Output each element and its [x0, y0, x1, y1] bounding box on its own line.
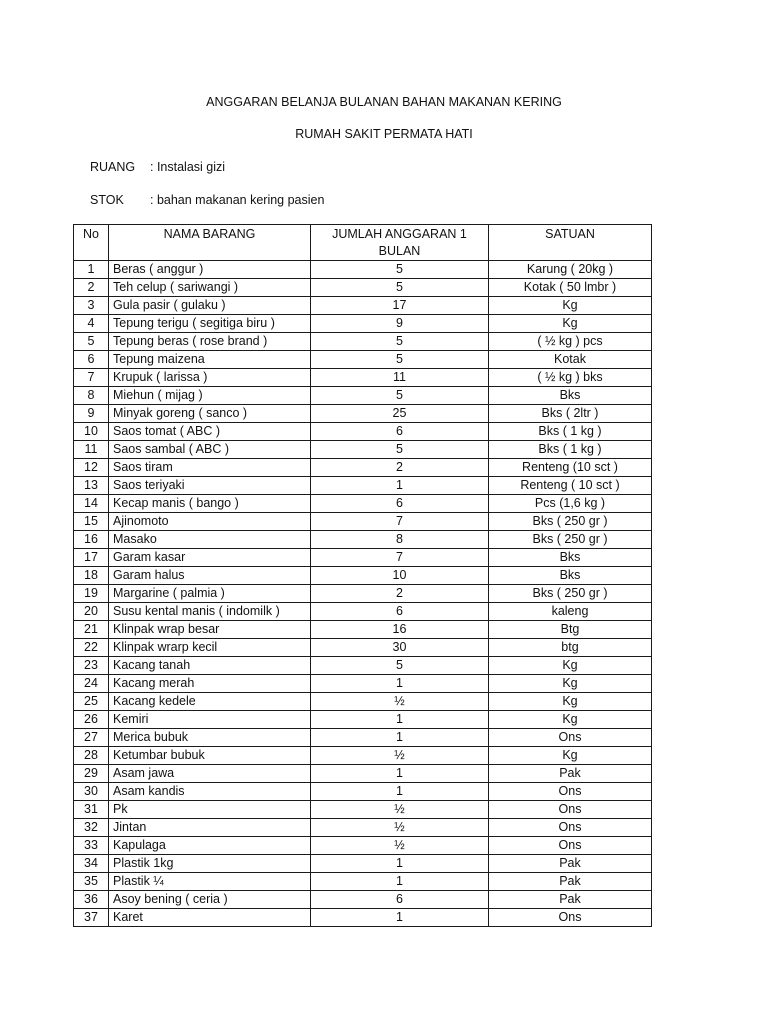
row-unit: Bks ( 2ltr )	[489, 405, 652, 423]
row-qty: 9	[311, 315, 489, 333]
row-qty: 7	[311, 513, 489, 531]
row-no: 7	[74, 369, 109, 387]
row-no: 33	[74, 837, 109, 855]
row-no: 17	[74, 549, 109, 567]
row-no: 21	[74, 621, 109, 639]
row-qty: 1	[311, 675, 489, 693]
row-no: 10	[74, 423, 109, 441]
row-name: Pk	[109, 801, 311, 819]
table-row	[74, 837, 652, 855]
header-unit: SATUAN	[489, 225, 652, 261]
row-name: Miehun ( mijag )	[109, 387, 311, 405]
table-row	[74, 639, 652, 657]
row-qty: 6	[311, 495, 489, 513]
row-unit: Kg	[489, 315, 652, 333]
row-qty: 6	[311, 891, 489, 909]
row-name: Karet	[109, 909, 311, 927]
table-row	[74, 567, 652, 585]
header-qty-line2: BULAN	[378, 244, 421, 258]
row-name: Tepung terigu ( segitiga biru )	[109, 315, 311, 333]
row-qty: ½	[311, 837, 489, 855]
row-qty: 2	[311, 585, 489, 603]
row-name: Klinpak wrarp kecil	[109, 639, 311, 657]
row-no: 25	[74, 693, 109, 711]
row-no: 34	[74, 855, 109, 873]
row-no: 32	[74, 819, 109, 837]
row-qty: 5	[311, 657, 489, 675]
row-name: Minyak goreng ( sanco )	[109, 405, 311, 423]
row-name: Kacang tanah	[109, 657, 311, 675]
row-name: Garam halus	[109, 567, 311, 585]
meta-ruang-label: RUANG	[90, 160, 136, 174]
row-no: 4	[74, 315, 109, 333]
row-no: 2	[74, 279, 109, 297]
row-unit: Pak	[489, 873, 652, 891]
row-qty: 1	[311, 873, 489, 891]
table-row	[74, 405, 652, 423]
document-title: ANGGARAN BELANJA BULANAN BAHAN MAKANAN KERING	[206, 95, 562, 109]
row-qty: 5	[311, 441, 489, 459]
table-row	[74, 423, 652, 441]
row-unit: Karung ( 20kg )	[489, 261, 652, 279]
header-no: No	[74, 225, 109, 261]
row-no: 3	[74, 297, 109, 315]
row-name: Ajinomoto	[109, 513, 311, 531]
table-row	[74, 387, 652, 405]
row-no: 35	[74, 873, 109, 891]
table-row	[74, 261, 652, 279]
table-row	[74, 729, 652, 747]
row-unit: Bks ( 250 gr )	[489, 585, 652, 603]
row-qty: 30	[311, 639, 489, 657]
row-qty: 5	[311, 351, 489, 369]
row-no: 18	[74, 567, 109, 585]
row-unit: Pak	[489, 855, 652, 873]
meta-stok-label: STOK	[90, 193, 124, 207]
row-no: 28	[74, 747, 109, 765]
table-row	[74, 891, 652, 909]
table-row	[74, 621, 652, 639]
table-row	[74, 765, 652, 783]
row-name: Plastik 1kg	[109, 855, 311, 873]
row-name: Masako	[109, 531, 311, 549]
row-unit: Btg	[489, 621, 652, 639]
row-name: Asam jawa	[109, 765, 311, 783]
table-row	[74, 495, 652, 513]
table-row	[74, 315, 652, 333]
meta-ruang-value: : Instalasi gizi	[150, 160, 226, 174]
row-qty: 6	[311, 423, 489, 441]
table-row	[74, 549, 652, 567]
row-unit: Kg	[489, 675, 652, 693]
row-unit: kaleng	[489, 603, 652, 621]
table-row	[74, 333, 652, 351]
row-name: Saos tomat ( ABC )	[109, 423, 311, 441]
row-qty: 5	[311, 333, 489, 351]
row-unit: Bks ( 1 kg )	[489, 423, 652, 441]
row-no: 37	[74, 909, 109, 927]
row-no: 6	[74, 351, 109, 369]
row-no: 36	[74, 891, 109, 909]
row-name: Saos sambal ( ABC )	[109, 441, 311, 459]
row-no: 16	[74, 531, 109, 549]
table-row	[74, 477, 652, 495]
table-row	[74, 747, 652, 765]
row-no: 15	[74, 513, 109, 531]
table-row	[74, 459, 652, 477]
table-row	[74, 351, 652, 369]
row-no: 19	[74, 585, 109, 603]
row-qty: ½	[311, 801, 489, 819]
table-body	[74, 261, 652, 927]
row-name: Beras ( anggur )	[109, 261, 311, 279]
row-no: 29	[74, 765, 109, 783]
row-qty: 8	[311, 531, 489, 549]
table-row	[74, 711, 652, 729]
row-unit: Bks	[489, 549, 652, 567]
row-no: 8	[74, 387, 109, 405]
row-name: Asoy bening ( ceria )	[109, 891, 311, 909]
row-unit: Bks ( 250 gr )	[489, 531, 652, 549]
row-no: 13	[74, 477, 109, 495]
row-name: Saos teriyaki	[109, 477, 311, 495]
row-qty: 1	[311, 477, 489, 495]
row-unit: Ons	[489, 909, 652, 927]
row-unit: Renteng (10 sct )	[489, 459, 652, 477]
row-unit: Pak	[489, 891, 652, 909]
row-qty: 11	[311, 369, 489, 387]
row-name: Kecap manis ( bango )	[109, 495, 311, 513]
row-qty: 17	[311, 297, 489, 315]
row-name: Kacang merah	[109, 675, 311, 693]
row-unit: Pak	[489, 765, 652, 783]
row-unit: Kg	[489, 657, 652, 675]
table-row	[74, 369, 652, 387]
row-unit: Kg	[489, 297, 652, 315]
row-no: 24	[74, 675, 109, 693]
row-unit: Ons	[489, 801, 652, 819]
row-name: Tepung maizena	[109, 351, 311, 369]
row-qty: 25	[311, 405, 489, 423]
row-qty: 5	[311, 387, 489, 405]
row-qty: 7	[311, 549, 489, 567]
meta-ruang	[90, 159, 225, 175]
row-name: Ketumbar bubuk	[109, 747, 311, 765]
header-qty-line1: JUMLAH ANGGARAN 1	[332, 227, 467, 241]
row-qty: ½	[311, 747, 489, 765]
row-name: Krupuk ( larissa )	[109, 369, 311, 387]
row-no: 11	[74, 441, 109, 459]
row-unit: Pcs (1,6 kg )	[489, 495, 652, 513]
row-qty: 1	[311, 729, 489, 747]
row-unit: Kg	[489, 711, 652, 729]
row-no: 20	[74, 603, 109, 621]
row-no: 22	[74, 639, 109, 657]
row-qty: ½	[311, 819, 489, 837]
table-row	[74, 801, 652, 819]
row-unit: Ons	[489, 837, 652, 855]
row-qty: 2	[311, 459, 489, 477]
row-no: 5	[74, 333, 109, 351]
row-name: Plastik ¼	[109, 873, 311, 891]
row-qty: 1	[311, 783, 489, 801]
row-no: 12	[74, 459, 109, 477]
table-row	[74, 783, 652, 801]
items-table	[73, 224, 652, 927]
document-subtitle: RUMAH SAKIT PERMATA HATI	[295, 127, 473, 141]
row-no: 26	[74, 711, 109, 729]
table-row	[74, 819, 652, 837]
table-row	[74, 297, 652, 315]
row-unit: Bks ( 250 gr )	[489, 513, 652, 531]
table-row	[74, 873, 652, 891]
row-name: Merica bubuk	[109, 729, 311, 747]
row-name: Saos tiram	[109, 459, 311, 477]
row-qty: 1	[311, 855, 489, 873]
row-unit: ( ½ kg ) pcs	[489, 333, 652, 351]
meta-stok	[90, 192, 324, 208]
row-name: Teh celup ( sariwangi )	[109, 279, 311, 297]
row-unit: Bks	[489, 387, 652, 405]
table-row	[74, 531, 652, 549]
row-qty: 1	[311, 765, 489, 783]
row-qty: 10	[311, 567, 489, 585]
row-name: Susu kental manis ( indomilk )	[109, 603, 311, 621]
table-row	[74, 279, 652, 297]
row-no: 9	[74, 405, 109, 423]
row-unit: Kg	[489, 747, 652, 765]
row-name: Kacang kedele	[109, 693, 311, 711]
row-qty: ½	[311, 693, 489, 711]
row-qty: 16	[311, 621, 489, 639]
row-name: Jintan	[109, 819, 311, 837]
row-no: 1	[74, 261, 109, 279]
row-unit: Kotak	[489, 351, 652, 369]
row-no: 14	[74, 495, 109, 513]
header-qty	[311, 225, 489, 261]
row-name: Kapulaga	[109, 837, 311, 855]
row-name: Garam kasar	[109, 549, 311, 567]
table-row	[74, 585, 652, 603]
row-name: Kemiri	[109, 711, 311, 729]
row-no: 27	[74, 729, 109, 747]
table-row	[74, 909, 652, 927]
row-qty: 6	[311, 603, 489, 621]
row-qty: 5	[311, 279, 489, 297]
row-unit: Bks	[489, 567, 652, 585]
row-unit: Kotak ( 50 lmbr )	[489, 279, 652, 297]
row-name: Klinpak wrap besar	[109, 621, 311, 639]
table-header-row	[74, 225, 652, 261]
table-row	[74, 441, 652, 459]
row-unit: Ons	[489, 819, 652, 837]
row-name: Gula pasir ( gulaku )	[109, 297, 311, 315]
table-row	[74, 693, 652, 711]
table-row	[74, 855, 652, 873]
row-qty: 1	[311, 909, 489, 927]
row-unit: Ons	[489, 729, 652, 747]
row-no: 23	[74, 657, 109, 675]
row-qty: 1	[311, 711, 489, 729]
row-unit: Ons	[489, 783, 652, 801]
row-name: Margarine ( palmia )	[109, 585, 311, 603]
row-unit: btg	[489, 639, 652, 657]
row-name: Tepung beras ( rose brand )	[109, 333, 311, 351]
table-row	[74, 513, 652, 531]
table-row	[74, 657, 652, 675]
row-unit: Renteng ( 10 sct )	[489, 477, 652, 495]
row-no: 30	[74, 783, 109, 801]
row-unit: ( ½ kg ) bks	[489, 369, 652, 387]
row-no: 31	[74, 801, 109, 819]
row-qty: 5	[311, 261, 489, 279]
header-name: NAMA BARANG	[109, 225, 311, 261]
row-unit: Bks ( 1 kg )	[489, 441, 652, 459]
table-row	[74, 603, 652, 621]
row-name: Asam kandis	[109, 783, 311, 801]
row-unit: Kg	[489, 693, 652, 711]
meta-stok-value: : bahan makanan kering pasien	[150, 193, 325, 207]
table-row	[74, 675, 652, 693]
